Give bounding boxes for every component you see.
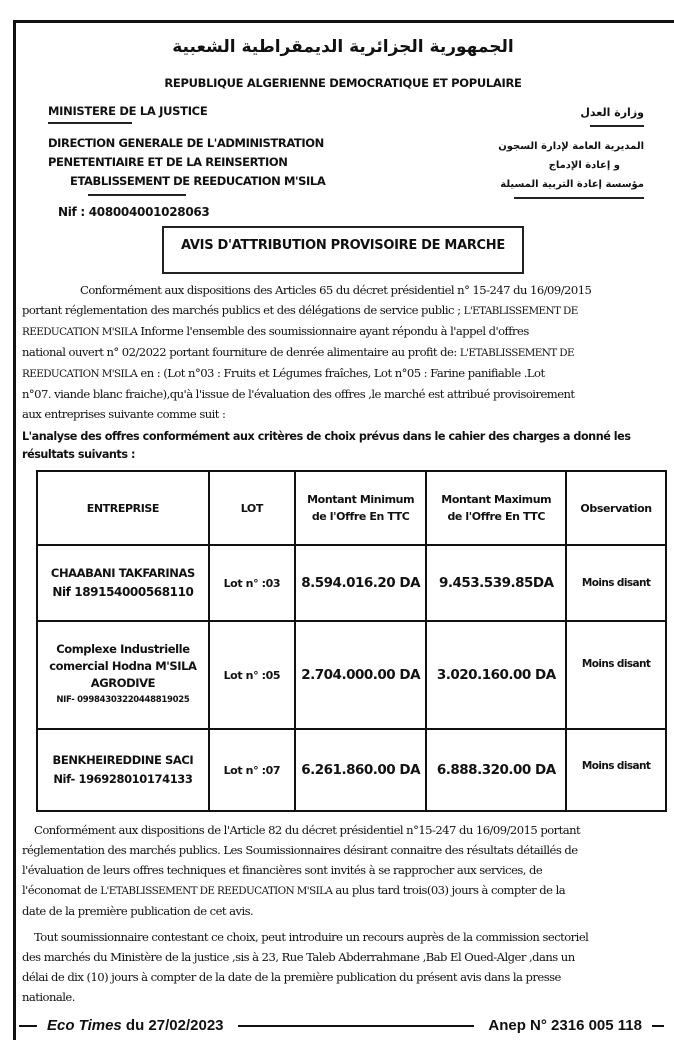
- direction-line: ETABLISSEMENT DE REEDUCATION M'SILA: [70, 174, 326, 188]
- cell-lot: Lot n° :07: [209, 729, 295, 811]
- header-left-block: [22, 103, 325, 220]
- cell-observation: Moins disant: [566, 621, 666, 729]
- header-columns: [22, 103, 664, 220]
- text-span: portant réglementation des marchés publics et des délégations de service public ;: [22, 303, 464, 317]
- paragraph-line: réglementation des marchés publics. Les Soumissionnaires désirant connaitre des résultats détaillés de: [22, 843, 578, 857]
- arabic-republic-title: الجمهورية الجزائرية الديمقراطية الشعبية: [172, 37, 514, 57]
- direction-line: DIRECTION GENERALE DE L'ADMINISTRATION: [48, 136, 324, 150]
- establishment-name: L'ETABLISSEMENT DE REEDUCATION M'SILA: [100, 885, 333, 897]
- paragraph-line: [22, 363, 664, 384]
- paragraph-line: Tout soumissionnaire contestant ce choix, peut introduire un recours auprès de la commission sectoriel: [34, 930, 589, 944]
- document-frame: [13, 20, 674, 1040]
- company-name: AGRODIVE: [90, 676, 156, 690]
- paragraph-line: Conformément aux dispositions de l'Article 82 du décret présidentiel n°15-247 du 16/09/2015 portant: [34, 823, 581, 837]
- table-header-row: [37, 471, 666, 545]
- establishment-name: REEDUCATION M'SILA: [22, 368, 138, 380]
- header-text: de l'Offre En TTC: [311, 510, 410, 523]
- establishment-name: REEDUCATION M'SILA: [22, 326, 138, 338]
- divider: [514, 197, 644, 199]
- company-name: Complexe Industrielle: [56, 642, 190, 656]
- header-observation: Observation: [566, 471, 666, 545]
- text-span: au plus tard trois(03) jours à compter de la: [332, 883, 566, 897]
- divider: [48, 122, 132, 124]
- company-name: BENKHEIREDDINE SACI: [52, 753, 194, 767]
- frame-bottom-border: [238, 1025, 475, 1027]
- text-span: Informe l'ensemble des soumissionnaire ayant répondu à l'appel d'offres: [137, 324, 529, 338]
- text-span: national ouvert n° 02/2022 portant fourniture de denrée alimentaire au profit de:: [22, 345, 460, 359]
- publication-date: du 27/02/2023: [121, 1017, 224, 1034]
- header-entreprise: ENTREPRISE: [37, 471, 209, 545]
- cell-entreprise: [37, 621, 209, 729]
- analysis-text: [22, 428, 664, 464]
- cell-entreprise: [37, 545, 209, 621]
- cell-lot: Lot n° :05: [209, 621, 295, 729]
- text-span: l'économat de: [22, 883, 101, 897]
- header-max-amount: [426, 471, 566, 545]
- paragraph-line: [22, 880, 664, 901]
- paragraph-line: [22, 321, 664, 342]
- divider: [590, 125, 644, 127]
- header-text: de l'Offre En TTC: [447, 510, 546, 523]
- cell-entreprise: [37, 729, 209, 811]
- company-nif: Nif- 196928010174133: [53, 772, 193, 786]
- paragraph-line: des marchés du Ministère de la justice ,sis à 23, Rue Taleb Abderrahmane ,Bab El Oued-Alger ,dans un: [22, 950, 575, 964]
- divider: [88, 194, 186, 196]
- paragraph-line: [22, 300, 664, 321]
- notice-title-box: [162, 226, 524, 274]
- direction-line: PENETENTIAIRE ET DE LA REINSERTION: [48, 155, 288, 169]
- table-row: [37, 545, 666, 621]
- intro-paragraph: [22, 280, 664, 424]
- anep-number: Anep N° 2316 005 118: [488, 1017, 642, 1034]
- arabic-direction-line: المديرية العامة لإدارة السجون: [498, 141, 644, 152]
- table-row: [37, 621, 666, 729]
- cell-observation: Moins disant: [566, 545, 666, 621]
- results-table: [36, 470, 667, 812]
- cell-max-amount: 3.020.160.00 DA: [426, 621, 566, 729]
- cell-min-amount: 6.261.860.00 DA: [295, 729, 427, 811]
- notice-title: AVIS D'ATTRIBUTION PROVISOIRE DE MARCHE: [181, 238, 505, 253]
- analysis-line: L'analyse des offres conformément aux critères de choix prévus dans le cahier des charges a donné les: [22, 430, 631, 443]
- paragraph-line: date de la première publication de cet avis.: [22, 904, 254, 918]
- frame-bottom-border: [19, 1025, 37, 1027]
- paragraph-line: délai de dix (10) jours à compter de la date de la première publication du présent avis dans la presse: [22, 970, 561, 984]
- paragraph-line: nationale.: [22, 990, 75, 1004]
- paragraph-line: aux entreprises suivante comme suit :: [22, 407, 226, 421]
- cell-max-amount: 6.888.320.00 DA: [426, 729, 566, 811]
- cell-lot: Lot n° :03: [209, 545, 295, 621]
- nif-number: Nif : 408004001028063: [58, 205, 210, 219]
- header-lot: LOT: [209, 471, 295, 545]
- header-text: Montant Maximum: [441, 493, 552, 506]
- recours-paragraph: [22, 927, 664, 1007]
- frame-bottom-border: [652, 1025, 664, 1027]
- header-text: Montant Minimum: [307, 493, 415, 506]
- arabic-ministry: وزارة العدل: [580, 106, 644, 119]
- ministry-name: MINISTERE DE LA JUSTICE: [48, 104, 208, 118]
- company-nif: Nif 189154000568110: [52, 585, 194, 599]
- company-nif: NIF- 09984303220448819025: [56, 695, 190, 705]
- header-min-amount: [295, 471, 427, 545]
- paragraph-line: l'évaluation de leurs offres techniques et financières sont invités à se rapprocher aux services, de: [22, 863, 543, 877]
- cell-max-amount: 9.453.539.85DA: [426, 545, 566, 621]
- company-name: CHAABANI TAKFARINAS: [50, 566, 195, 580]
- publication-footer: [19, 1017, 664, 1040]
- header-right-block: [498, 103, 664, 207]
- publication-name: Eco Times: [47, 1017, 122, 1034]
- article82-paragraph: [22, 820, 664, 921]
- cell-observation: Moins disant: [566, 729, 666, 811]
- republic-title: REPUBLIQUE ALGERIENNE DEMOCRATIQUE ET POPULAIRE: [164, 76, 522, 90]
- cell-min-amount: 2.704.000.00 DA: [295, 621, 427, 729]
- table-row: [37, 729, 666, 811]
- establishment-name: L'ETABLISSEMENT DE: [459, 347, 575, 359]
- text-span: en : (Lot n°03 : Fruits et Légumes fraîches, Lot n°05 : Farine panifiable .Lot: [137, 366, 545, 380]
- paragraph-line: n°07. viande blanc fraiche),qu'à l'issue de l'évaluation des offres ,le marché est attribué provisoirement: [22, 387, 575, 401]
- arabic-direction-line: و إعادة الإدماج: [548, 160, 620, 171]
- company-name: comercial Hodna M'SILA: [49, 659, 197, 673]
- arabic-direction-line: مؤسسة إعادة التربية المسيلة: [500, 179, 644, 190]
- paragraph-line: [22, 342, 664, 363]
- paragraph-line: Conformément aux dispositions des Articles 65 du décret présidentiel n° 15-247 du 16/09/2015: [80, 283, 592, 297]
- publication-credit: [47, 1017, 224, 1034]
- notice-title-wrap: [22, 226, 664, 274]
- cell-min-amount: 8.594.016.20 DA: [295, 545, 427, 621]
- establishment-name: L'ETABLISSEMENT DE: [463, 305, 578, 317]
- analysis-line: résultats suivants :: [22, 448, 136, 461]
